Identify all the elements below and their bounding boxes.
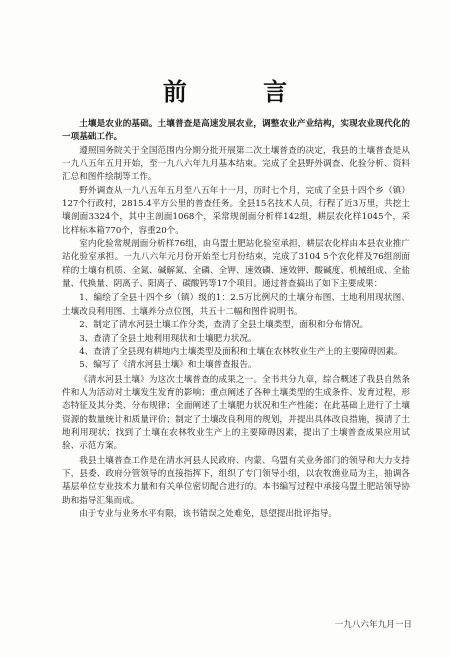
paragraph-book-summary: 《清水河县土壤》为这次土壤普查的成果之一。全书共分九章，综合概述了我县自然条件和人为活动对土壤发生发育的影响；重点阐述了各种土壤类型的生成条件、发育过程，形态特征及其分类、分布规律；全面阐述了土壤肥力状况和生产性能；在此基础上进行了土壤资源的数量统计和质量评价；制定了土壤改良利用的规划，并提出具体改良措施，摸清了土地利用现状；找到了土壤在农林牧业生产上的主要障碍因素，提出了土壤普查成果应用试验、示范方案。 (62, 374, 410, 452)
result-item-3: 3、查清了全县土地利用现状和土壤肥力状况。 (79, 333, 257, 344)
paragraph-field-survey: 野外调查从一九八五年五月至八五年十一月，历时七个月，完成了全县十四个乡（镇）127个行政村，2815.4平方公里的普查任务。全县15名技术人员，行程了近3万里，共挖土壤剖面3324个，其中主剖面1068个，采常规剖面分析样142组，耕层农化样1045个，采比样标本箱770个，容重20个。 (62, 185, 410, 236)
result-item-2: 2、制定了清水河县土壤工作分类，查清了全县土壤类型，面积和分布情况。 (79, 320, 369, 331)
paragraph-closing: 由于专业与业务水平有限，该书错误之处难免，恳望提出批评指导。 (79, 508, 338, 519)
paragraph-lab-analysis: 室内化验常规剖面分析样76组，由乌盟土肥站化验室承担，耕层农化样由本县农业推广站化验室承担。一九八六年元月份开始至七月份结束，完成了3104 5个农化样及76组剖面样的土壤有机质、全氮、碱解氮、全磷、全钾、速效磷、速效钾、酸碱度、机械组成、全盐量、代换量、阴离子、阳离子、碳酸钙等17个项目。通过普查搞出了如下主要成果： (62, 239, 410, 290)
result-item-4: 4、查清了全县现有耕地内土壤类型及面积和土壤在农林牧业生产上的主要障碍因素。 (79, 346, 403, 357)
result-item-5: 5、编写了《清水河县土壤》和土壤普查报告。 (79, 360, 257, 371)
paragraph-acknowledgement: 我县土壤普查工作是在清水河县人民政府、内蒙、乌盟有关业务部门的领导和大力支持下，县委、政府分管领导的直接指挥下，组织了专门领导小组，以农牧渔业局为主，抽调各基层单位专业技术力量和有关单位密切配合进行的。本书编写过程中承接乌盟土肥站领导协助和指导汇集而成。 (62, 455, 410, 506)
document-date: 一九八六年九月一日 (334, 620, 412, 630)
paragraph-survey-decision: 遵照国务院关于全国范围内分期分批开展第二次土壤普查的决定，我县的土壤普查是从一九八五年五月开始，至一九八六年九月基本结束。完成了全县野外调查、化验分析、资料汇总和图件绘制等工作。 (62, 145, 410, 183)
paragraph-intro: 土壤是农业的基础。土壤普查是高速发展农业，调整农业产业结构，实现农业现代化的一项基础工作。 (62, 119, 410, 143)
result-item-1: 1、编绘了全县十四个乡（镇）级的1：2.5万比例尺的土壤分布图、土地利用现状图、土壤改良利用图、土壤养分点位图，共五十二幅和图件说明书。 (62, 293, 410, 317)
page-title: 前 言 (162, 78, 322, 106)
preface-body (62, 118, 410, 521)
